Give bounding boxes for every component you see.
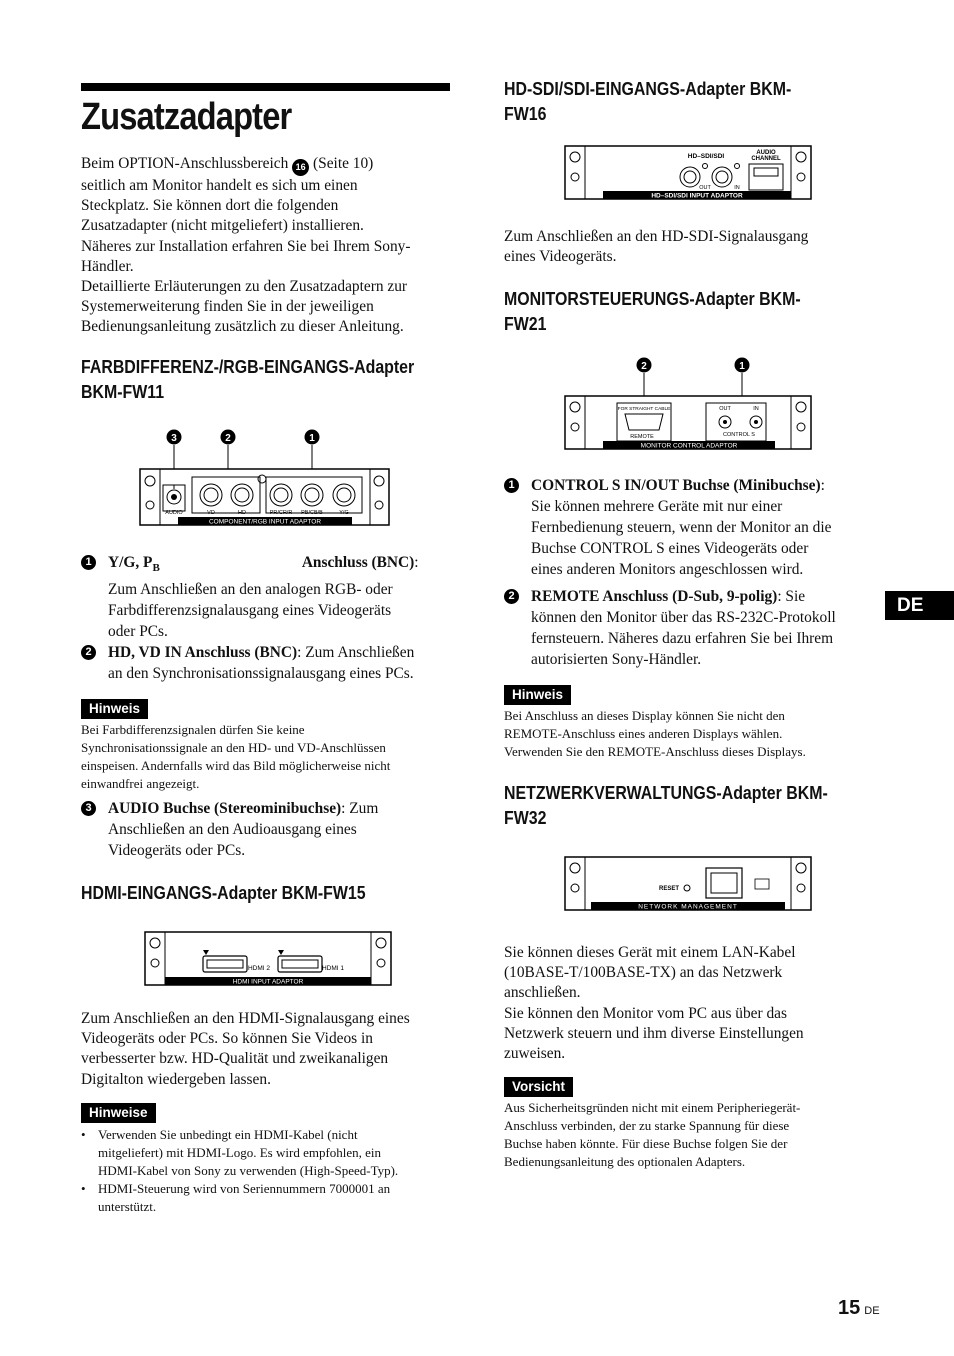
callout-1-icon: 1: [504, 478, 519, 493]
svg-text:MONITOR CONTROL ADAPTOR: MONITOR CONTROL ADAPTOR: [640, 442, 738, 450]
fw21-item-1: 1 CONTROL S IN/OUT Buchse (Minibuchse): Sie können mehrere Geräte mit nur einer Fernbedienung steuern, wenn der Monitor an die Buchse CONTROL S eines Videogeräts oder eines anderen Monitors angeschlossen wird.: [504, 475, 876, 581]
intro-text: Beim OPTION-Anschlussbereich 16 (Seite 10) seitlich am Monitor handelt es sich um einen Steckplatz. Sie können dort die folgenden Zusatzadapter (nicht mitgeliefert) installieren. Näheres zur Installation erfahren Sie bei Ihrem Sony- Händler. Detaillierte Erläuterungen zu den Zusatzadaptern zur Systemerweiterung finden Sie in der jeweiligen Bedienungsanleitung zusätzlich zu dieser Anleitung.: [81, 155, 411, 336]
note-fw21: Bei Anschluss an dieses Display können Sie nicht den REMOTE-Anschluss eines anderen Displays wählen. Verwenden Sie den REMOTE-Anschluss dieses Displays.: [504, 708, 806, 759]
fw16-text: Zum Anschließen an den HD-SDI-Signalausgang eines Videogeräts.: [504, 228, 809, 266]
svg-text:HD: HD: [238, 510, 246, 516]
svg-text:HD–SDI/SDI: HD–SDI/SDI: [687, 153, 725, 160]
callout-2-icon: 2: [504, 589, 519, 604]
note-tag-fw15: Hinweise: [81, 1103, 156, 1123]
svg-text:AUDIO: AUDIO: [165, 510, 183, 516]
svg-text:HDMI 2: HDMI 2: [247, 965, 271, 972]
page-title: Zusatzadapter: [81, 96, 292, 138]
svg-text:Y/G: Y/G: [339, 510, 349, 516]
svg-text:1: 1: [739, 361, 745, 372]
fw16-adaptor-diagram: [563, 144, 814, 202]
fw32-adaptor-diagram: [563, 855, 814, 913]
heading-fw16: HD-SDI/SDI-EINGANGS-Adapter BKM- FW16: [504, 78, 792, 124]
svg-text:2: 2: [225, 433, 231, 444]
svg-text:PB/CB/B: PB/CB/B: [301, 510, 323, 516]
fw32-text: Sie können dieses Gerät mit einem LAN-Kabel (10BASE-T/100BASE-TX) an das Netzwerk anschließen. Sie können den Monitor vom PC aus über das Netzwerk steuern und ihm diverse Einstellungen zuweisen.: [504, 944, 804, 1063]
heading-fw21: MONITORSTEUERUNGS-Adapter BKM- FW21: [504, 288, 801, 334]
svg-text:OUT: OUT: [699, 185, 711, 191]
fw11-item-2: 2 HD, VD IN Anschluss (BNC): Zum Anschließen an den Synchronisationssignalausgang eines PCs.: [81, 642, 453, 684]
list-item: • Verwenden Sie unbedingt ein HDMI-Kabel (nicht mitgeliefert) mit HDMI-Logo. Es wird empfohlen, ein HDMI-Kabel von Sony zu verwenden (High-Speed-Typ).: [81, 1126, 456, 1180]
fw11-item-1: 1 Y/G, $P_B$ Anschluss (BNC): Zum Anschließen an den analogen RGB- oder Farbdifferenzsignalausgang eines Videogeräts oder PCs.: [81, 552, 453, 636]
list-item: • HDMI-Steuerung wird von Seriennummern 7000001 an unterstützt.: [81, 1180, 456, 1216]
note-fw11: Bei Farbdifferenzsignalen dürfen Sie keine Synchronisationssignale an den HD- und VD-Anschlüssen einspeisen. Andernfalls wird das Bild möglicherweise nicht einwandfrei angezeigt.: [81, 722, 391, 791]
reference-16-icon: 16: [292, 159, 309, 176]
svg-text:2: 2: [641, 361, 647, 372]
fw11-adaptor-diagram: [138, 427, 392, 527]
svg-text:CHANNEL: CHANNEL: [751, 156, 781, 162]
svg-text:HDMI INPUT ADAPTOR: HDMI INPUT ADAPTOR: [232, 978, 304, 986]
svg-text:FOR STRAIGHT CABLE: FOR STRAIGHT CABLE: [617, 407, 671, 412]
title-rule: [81, 83, 450, 91]
heading-fw32: NETZWERKVERWALTUNGS-Adapter BKM- FW32: [504, 782, 828, 828]
svg-text:REMOTE: REMOTE: [630, 434, 654, 440]
callout-3-icon: 3: [81, 801, 96, 816]
svg-text:CONTROL S: CONTROL S: [723, 432, 755, 438]
svg-text:AUDIO: AUDIO: [756, 150, 776, 156]
language-tab: DE: [885, 591, 954, 620]
note-tag-fw21: Hinweis: [504, 685, 571, 705]
svg-text:OUT: OUT: [719, 406, 731, 412]
svg-text:IN: IN: [734, 185, 740, 191]
fw15-bullets: [81, 1126, 456, 1216]
note-tag-fw11: Hinweis: [81, 699, 148, 719]
callout-2-icon: 2: [81, 645, 96, 660]
svg-text:RESET: RESET: [658, 886, 680, 892]
svg-text:NETWORK MANAGEMENT: NETWORK MANAGEMENT: [638, 903, 738, 911]
heading-fw11: FARBDIFFERENZ-/RGB-EINGANGS-Adapter BKM-FW11: [81, 356, 415, 402]
svg-text:HD–SDI/SDI INPUT ADAPTOR: HD–SDI/SDI INPUT ADAPTOR: [651, 192, 743, 200]
caution-fw32: Aus Sicherheitsgründen nicht mit einem Peripheriegerät- Anschluss verbinden, der zu starke Spannung für diese Buchse haben könnte. Für diese Buchse folgen Sie der Bedienungsanleitung des optionalen Adapters.: [504, 1100, 801, 1169]
svg-text:HDMI 1: HDMI 1: [321, 965, 345, 972]
caution-tag-fw32: Vorsicht: [504, 1077, 573, 1097]
fw15-text: Zum Anschließen an den HDMI-Signalausgang eines Videogeräts oder PCs. So können Sie Videos in verbesserter bzw. HD-Qualität und zweikanaligen Digitalton wiedergeben lassen.: [81, 1010, 410, 1088]
fw21-adaptor-diagram: [563, 355, 814, 452]
svg-text:VD: VD: [207, 510, 215, 516]
heading-fw15: HDMI-EINGANGS-Adapter BKM-FW15: [81, 882, 366, 903]
fw11-item-3: 3 AUDIO Buchse (Stereominibuchse): Zum Anschließen an den Audioausgang eines Videogeräts oder PCs.: [81, 798, 453, 861]
fw15-adaptor-diagram: [143, 930, 394, 988]
fw21-item-2: 2 REMOTE Anschluss (D-Sub, 9-polig): Sie können den Monitor über das RS-232C-Protokoll fernsteuern. Näheres dazu erfahren Sie bei Ihrem autorisierten Sony-Händler.: [504, 586, 876, 671]
page-number: 15 DE: [838, 1297, 880, 1319]
callout-1-icon: 1: [81, 555, 96, 570]
svg-text:1: 1: [309, 433, 315, 444]
svg-text:3: 3: [171, 433, 177, 444]
svg-text:PR/CR/R: PR/CR/R: [269, 510, 293, 516]
svg-text:COMPONENT/RGB INPUT ADAPTOR: COMPONENT/RGB INPUT ADAPTOR: [208, 518, 322, 526]
svg-text:IN: IN: [753, 406, 759, 412]
